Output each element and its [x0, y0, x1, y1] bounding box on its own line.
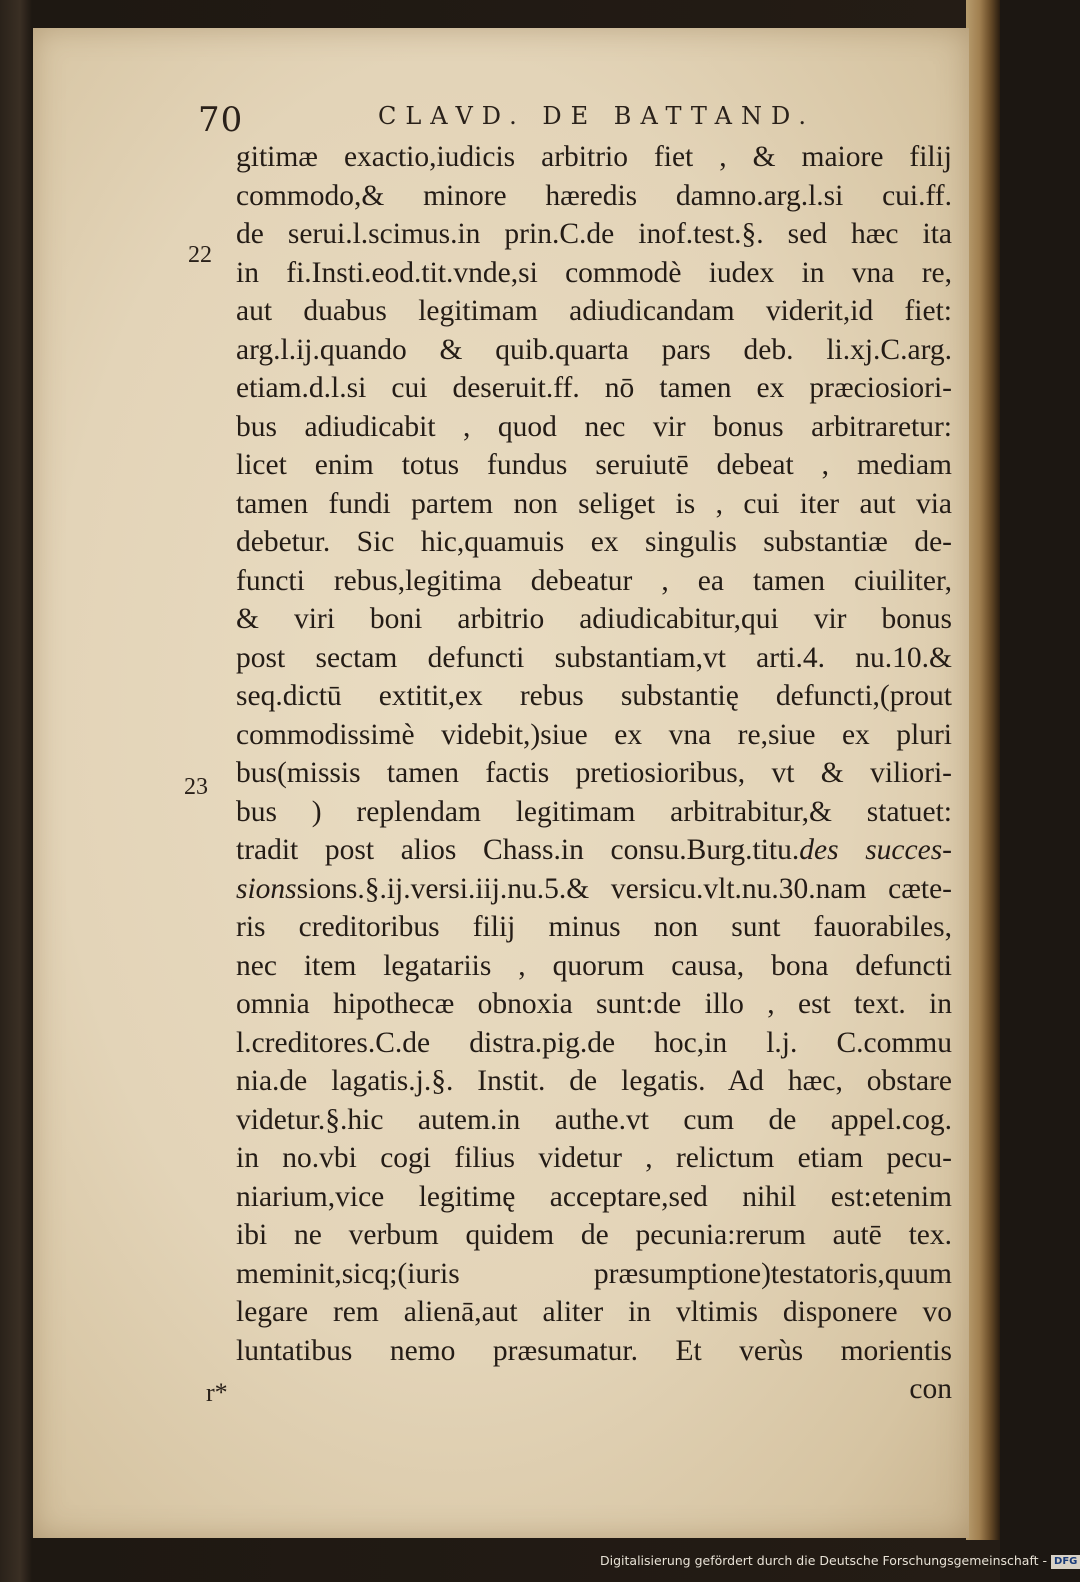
- text-line: bus(missis tamen factis pretiosioribus, vt & viliori-: [236, 757, 952, 789]
- italic-title: sions: [236, 872, 297, 905]
- text-line: bus adiudicabit , quod nec vir bonus arbitraretur:: [236, 410, 952, 443]
- text-line: functi rebus,legitima debeatur , ea tamen ciuiliter,: [236, 564, 952, 597]
- marginal-number-23: 23: [184, 774, 208, 800]
- text-line: meminit,sicq;(iuris præsumptione)testatoris,quum: [236, 1257, 952, 1290]
- catchword: con: [909, 1373, 952, 1405]
- text-line: l.creditores.C.de distra.pig.de hoc,in l.j. C.commu: [236, 1026, 952, 1059]
- text-line: debetur. Sic hic,quamuis ex singulis substantiæ de-: [236, 526, 952, 558]
- text-line: licet enim totus fundus seruiutē debeat , mediam: [236, 449, 952, 481]
- text-line-with-italic: [236, 870, 952, 909]
- text-line: in fi.Insti.eod.tit.vnde,si commodè iudex in vna re,: [236, 256, 952, 289]
- text-line: omnia hipothecæ obnoxia sunt:de illo , est text. in: [236, 988, 952, 1020]
- text-line: etiam.d.l.si cui deseruit.ff. nō tamen ex præciosiori-: [236, 372, 952, 404]
- text-line: aut duabus legitimam adiudicandam viderit,id fiet:: [236, 295, 952, 327]
- text-line: & viri boni arbitrio adiudicabitur,qui vir bonus: [236, 603, 952, 635]
- text-line: commodissimè videbit,)siue ex vna re,siue ex pluri: [236, 718, 952, 751]
- credit-text: Digitalisierung gefördert durch die Deutsche Forschungsgemeinschaft -: [600, 1553, 1048, 1568]
- text-line: niarium,vice legitimę acceptare,sed nihil est:etenim: [236, 1180, 952, 1213]
- text-line: de serui.l.scimus.in prin.C.de inof.test.§. sed hæc ita: [236, 218, 952, 250]
- dfg-logo: DFG: [1051, 1555, 1080, 1569]
- text-line: in no.vbi cogi filius videtur , relictum etiam pecu-: [236, 1142, 952, 1174]
- text-line: seq.dictū extitit,ex rebus substantię defuncti,(prout: [236, 680, 952, 712]
- signature-mark: r*: [206, 1378, 228, 1407]
- italic-title: des succes-: [799, 834, 953, 866]
- text-line: nia.de lagatis.j.§. Instit. de legatis. Ad hæc, obstare: [236, 1065, 952, 1097]
- text-line: gitimæ exactio,iudicis arbitrio fiet , & maiore filij: [236, 141, 952, 173]
- text-line: legare rem alienā,aut aliter in vltimis disponere vo: [236, 1296, 952, 1328]
- text-line: nec item legatariis , quorum causa, bona defuncti: [236, 949, 952, 982]
- text-line-roman-part: tradit post alios Chass.in consu.Burg.titu.: [236, 834, 800, 866]
- text-line: luntatibus nemo præsumatur. Et verùs morientis: [236, 1334, 952, 1367]
- text-line: post sectam defuncti substantiam,vt arti.4. nu.10.&: [236, 641, 952, 674]
- body-text: [236, 138, 952, 1409]
- text-line-with-italic: [236, 831, 952, 870]
- text-line-roman-part: sions.§.ij.versi.iij.nu.5.& versicu.vlt.nu.30.nam cæte-: [296, 872, 952, 905]
- page-folio-number: 70: [198, 100, 244, 140]
- text-line: arg.l.ij.quando & quib.quarta pars deb. li.xj.C.arg.: [236, 333, 952, 366]
- text-line: commodo,& minore hæredis damno.arg.l.si cui.ff.: [236, 179, 952, 212]
- text-line: ibi ne verbum quidem de pecunia:rerum autē tex.: [236, 1219, 952, 1251]
- text-line: videtur.§.hic autem.in authe.vt cum de appel.cog.: [236, 1103, 952, 1136]
- page-header: [198, 98, 958, 138]
- marginal-number-22: 22: [188, 242, 212, 268]
- digitization-credit: [600, 1548, 1078, 1574]
- text-line: ris creditoribus filij minus non sunt fauorabiles,: [236, 911, 952, 943]
- text-line: bus ) replendam legitimam arbitrabitur,& statuet:: [236, 795, 952, 828]
- text-line: tamen fundi partem non seliget is , cui iter aut via: [236, 487, 952, 520]
- book-spine-edge: [966, 0, 1000, 1540]
- running-head: CLAVD. DE BATTAND.: [378, 102, 815, 130]
